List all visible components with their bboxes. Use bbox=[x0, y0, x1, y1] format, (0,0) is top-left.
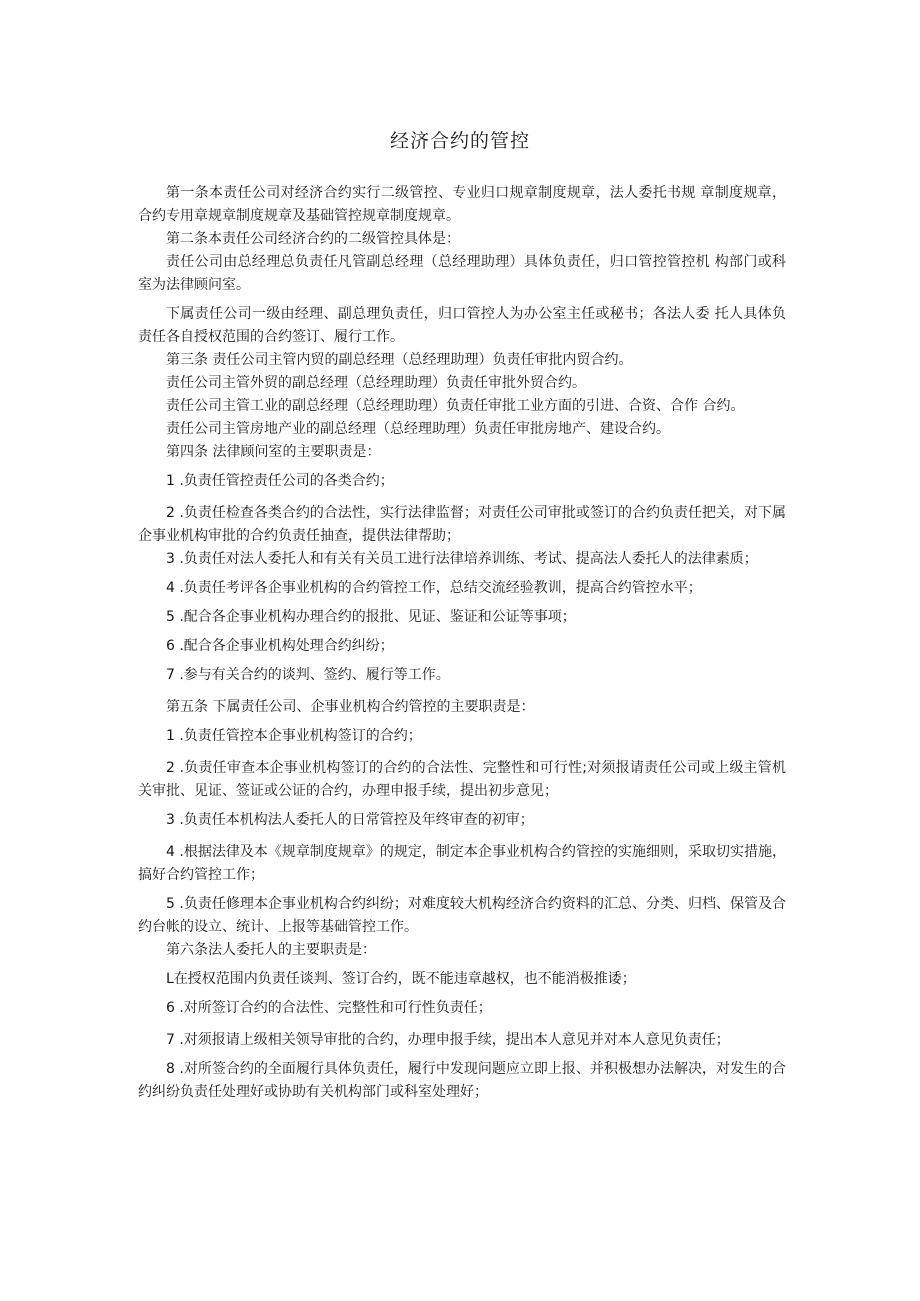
list-item: 5 .配合各企事业机构办理合约的报批、见证、鉴证和公证等事项； bbox=[166, 609, 576, 625]
list-item: 3 .负责任本机构法人委托人的日常管控及年终审查的初审； bbox=[166, 812, 534, 828]
document-body bbox=[138, 182, 786, 1104]
list-item: 4 .根据法律及本《规章制度规章》的规定，制定本企事业机构合约管控的实施细则，采取切实措施，搞好合约管控工作； bbox=[138, 844, 786, 883]
paragraph-article-6: 第六条法人委托人的主要职责是： bbox=[166, 942, 376, 958]
list-item: 6 .对所签订合约的合法性、完整性和可行性负责任； bbox=[166, 1000, 492, 1016]
paragraph-article-1: 第一条本责任公司对经济合约实行二级管控、专业归口规章制度规章，法人委托书规 章制度规章，合约专用章规章制度规章及基础管控规章制度规章。 bbox=[138, 185, 786, 224]
paragraph-company-level: 责任公司由总经理总负责任凡管副总经理（总经理助理）具体负责任，归口管控管控机 构部门或科室为法律顾问室。 bbox=[138, 254, 786, 293]
list-item: 6 .配合各企事业机构处理合约纠纷； bbox=[166, 638, 394, 654]
paragraph-real-estate: 责任公司主管房地产业的副总经理（总经理助理）负责任审批房地产、建设合约。 bbox=[166, 421, 670, 437]
list-item: 7 .对须报请上级相关领导审批的合约，办理申报手续，提出本人意见并对本人意见负责任； bbox=[166, 1032, 730, 1048]
document-title: 经济合约的管控 bbox=[389, 130, 530, 152]
list-item: 1 .负责任管控责任公司的各类合约； bbox=[166, 473, 394, 489]
list-item: 3 .负责任对法人委托人和有关有关员工进行法律培养训练、考试、提高法人委托人的法律素质； bbox=[166, 551, 758, 567]
paragraph-article-4: 第四条 法律顾问室的主要职责是： bbox=[166, 444, 381, 460]
list-item: 4 .负责任考评各企事业机构的合约管控工作，总结交流经验教训，提高合约管控水平； bbox=[166, 580, 702, 596]
list-item: 7 .参与有关合约的谈判、签约、履行等工作。 bbox=[166, 667, 450, 683]
list-item: 2 .负责任审查本企事业机构签订的合约的合法性、完整性和可行性;对须报请责任公司或上级主管机关审批、见证、签证或公证的合约，办理申报手续，提出初步意见； bbox=[138, 760, 786, 799]
paragraph-industry: 责任公司主管工业的副总经理（总经理助理）负责任审批工业方面的引进、合资、合作 合约。 bbox=[166, 398, 745, 414]
paragraph-article-3: 第三条 责任公司主管内贸的副总经理（总经理助理）负责任审批内贸合约。 bbox=[166, 352, 633, 368]
paragraph-article-5: 第五条 下属责任公司、企事业机构合约管控的主要职责是： bbox=[166, 699, 535, 715]
paragraph-article-2: 第二条本责任公司经济合约的二级管控具体是： bbox=[166, 231, 460, 247]
paragraph-subsidiary-level: 下属责任公司一级由经理、副总理负责任，归口管控人为办公室主任或秘书；各法人委 托人具体负责任各自授权范围的合约签订、履行工作。 bbox=[138, 306, 786, 345]
list-item: 8 .对所签合约的全面履行具体负责任，履行中发现问题应立即上报、并积极想办法解决，对发生的合约纠纷负责任处理好或协助有关机构部门或科室处理好； bbox=[138, 1061, 786, 1100]
list-item: 5 .负责任修理本企事业机构合约纠纷；对难度较大机构经济合约资料的汇总、分类、归档、保管及合约台帐的设立、统计、上报等基础管控工作。 bbox=[138, 896, 786, 935]
list-item: 1 .负责任管控本企事业机构签订的合约； bbox=[166, 728, 422, 744]
list-item: L在授权范围内负责任谈判、签订合约，既不能违章越权，也不能消极推诿； bbox=[166, 971, 636, 987]
list-item: 2 .负责任检查各类合约的合法性，实行法律监督；对责任公司审批或签订的合约负责任把关，对下属企事业机构审批的合约负责任抽查，提供法律帮助； bbox=[138, 505, 786, 544]
paragraph-foreign-trade: 责任公司主管外贸的副总经理（总经理助理）负责任审批外贸合约。 bbox=[166, 375, 586, 391]
